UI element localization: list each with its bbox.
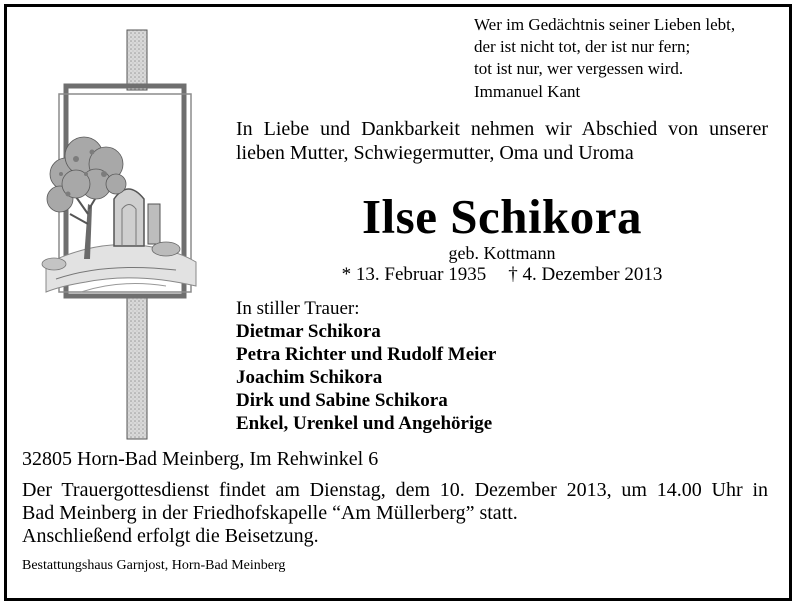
mourner-name: Joachim Schikora xyxy=(236,367,383,388)
mourner-name: Dirk und Sabine Schikora xyxy=(236,390,448,411)
birth-date: * 13. Februar 1935 xyxy=(341,264,487,285)
quote-line-2: der ist nicht tot, der ist nur fern; xyxy=(474,37,691,56)
death-date: † 4. Dezember 2013 xyxy=(508,264,663,285)
service-line-1: Der Trauergottesdienst findet am Dienstag, dem 10. Dezember 2013, um 14.00 Uhr in xyxy=(22,479,768,501)
mourning-address: 32805 Horn-Bad Meinberg, Im Rehwinkel 6 xyxy=(22,448,379,470)
mourner-name: Petra Richter und Rudolf Meier xyxy=(236,344,497,365)
life-dates xyxy=(236,263,768,287)
mourner-name: Dietmar Schikora xyxy=(236,321,381,342)
quote-line-3: tot ist nur, wer vergessen wird. xyxy=(474,59,684,78)
birth-name: geb. Kottmann xyxy=(448,243,556,263)
funeral-home: Bestattungshaus Garnjost, Horn-Bad Meinberg xyxy=(22,558,286,573)
mourner-name: Enkel, Urenkel und Angehörige xyxy=(236,413,493,434)
quote-author: Immanuel Kant xyxy=(474,82,581,101)
mourners-lead: In stiller Trauer: xyxy=(236,298,360,319)
service-notice xyxy=(22,479,768,548)
deceased-name: Ilse Schikora xyxy=(361,189,643,244)
quote-line-1: Wer im Gedächtnis seiner Lieben lebt, xyxy=(474,15,736,34)
mourners-list xyxy=(236,297,496,435)
intro-text: In Liebe und Dankbarkeit nehmen wir Abschied von unserer lieben Mutter, Schwiegermutter, Oma und Uroma xyxy=(236,118,768,164)
service-line-2: Bad Meinberg in der Friedhofskapelle “Am Müllerberg” statt. xyxy=(22,502,518,524)
service-line-3: Anschließend erfolgt die Beisetzung. xyxy=(22,525,319,547)
quote-block xyxy=(474,14,774,103)
cross-with-landscape-icon xyxy=(26,24,206,444)
